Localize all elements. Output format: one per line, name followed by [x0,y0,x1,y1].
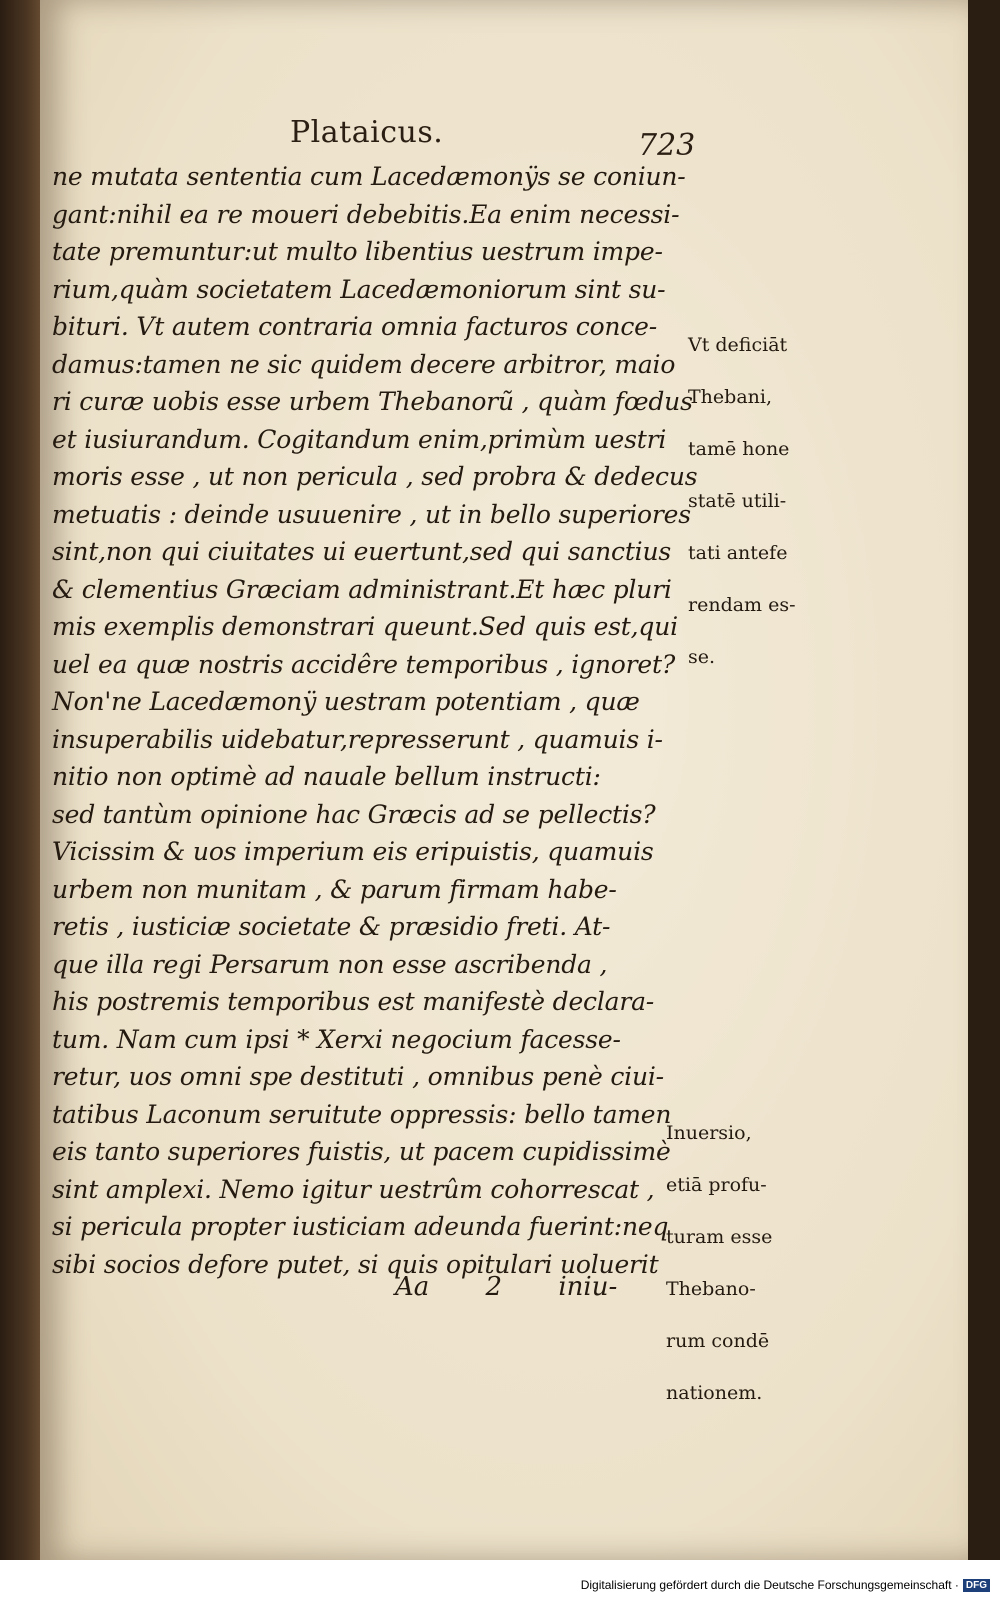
body-line: retis , iusticiæ societate & præsidio freti. At- [52,912,611,941]
body-text [52,158,698,1283]
body-line: insuperabilis uidebatur,represserunt , quamuis i- [52,724,663,754]
body-line: sibi socios defore putet, si quis opitulari uoluerit [52,1249,659,1279]
margin-note-line: rendam es- [688,594,796,616]
body-line: metuatis : deinde usuuenire , ut in bello superiores [52,499,691,529]
margin-note-line: turam esse [666,1226,773,1248]
body-line: Vicissim & uos imperium eis eripuistis, quamuis [52,837,654,866]
body-line: urbem non munitam , & parum firmam habe- [52,874,617,904]
running-head: Plataicus. [290,115,444,150]
body-line: nitio non optimè ad nauale bellum instructi: [52,762,601,791]
body-line: sed tantùm opinione hac Græcis ad se pellectis? [52,799,656,829]
body-line: et iusiurandum. Cogitandum enim,primùm uestri [52,424,667,454]
body-line: retur, uos omni spe destituti , omnibus penè ciui- [52,1062,664,1091]
body-line: gant:nihil ea re moueri debebitis.Ea enim necessi- [52,199,680,229]
body-line: rium,quàm societatem Lacedæmoniorum sint su- [52,274,666,304]
margin-note-line: Thebani, [688,386,772,408]
margin-note-line: tamē hone [688,438,790,460]
body-line: que illa regi Persarum non esse ascribenda , [52,949,608,979]
body-line: his postremis temporibus est manifestè declara- [52,987,655,1016]
body-line: mis exemplis demonstrari queunt.Sed quis est,qui [52,612,678,641]
margin-note-line: se. [688,646,716,668]
catchword: iniu- [558,1272,618,1302]
body-line: damus:tamen ne sic quidem decere arbitror, maio [52,349,676,379]
margin-note [666,1120,772,1406]
body-line: tum. Nam cum ipsi * Xerxi negocium facesse- [52,1024,621,1054]
page-number: 723 [638,128,696,163]
body-line: tate premuntur:ut multo libentius uestrum impe- [52,237,663,266]
body-line: ne mutata sententia cum Lacedæmonÿs se coniun- [52,162,686,191]
margin-note-line: etiā profu- [666,1174,767,1196]
book-binding-edge [0,0,44,1560]
body-line: Non'ne Lacedæmonÿ uestram potentiam , quæ [52,687,640,716]
margin-note [688,332,796,670]
footer-credit [581,1578,990,1592]
footer-credit-text: Digitalisierung gefördert durch die Deutsche Forschungsgemeinschaft · [580,1578,959,1592]
body-line: tatibus Laconum seruitute oppressis: bello tamen [52,1099,672,1129]
margin-note-line: tati antefe [688,542,788,564]
signature-mark: Aa 2 [395,1272,503,1302]
margin-note-line: nationem. [666,1382,763,1404]
margin-note-line: statē utili- [688,490,787,512]
body-line: moris esse , ut non pericula , sed probra & dedecus [52,462,698,491]
body-line: sint,non qui ciuitates ui euertunt,sed qui sanctius [52,537,671,566]
body-line: ri curæ uobis esse urbem Thebanorũ , quàm fœdus [52,387,693,416]
dfg-logo-icon: DFG [963,1579,990,1592]
margin-note-line: Inuersio, [666,1122,752,1144]
body-line: & clementius Græciam administrant.Et hæc pluri [52,574,672,604]
margin-note-line: Vt deficiāt [688,334,788,356]
signature-line [395,1272,617,1302]
body-line: uel ea quæ nostris accidêre temporibus , ignoret? [52,649,676,679]
body-line: si pericula propter iusticiam adeunda fuerint:neq [52,1212,669,1241]
body-line: sint amplexi. Nemo igitur uestrûm cohorrescat , [52,1174,655,1204]
page-right-edge [968,0,1000,1560]
body-line: eis tanto superiores fuistis, ut pacem cupidissimè [52,1137,671,1166]
margin-note-line: Thebano- [666,1278,756,1300]
margin-note-line: rum condē [666,1330,770,1352]
body-line: bituri. Vt autem contraria omnia facturos conce- [52,312,657,341]
